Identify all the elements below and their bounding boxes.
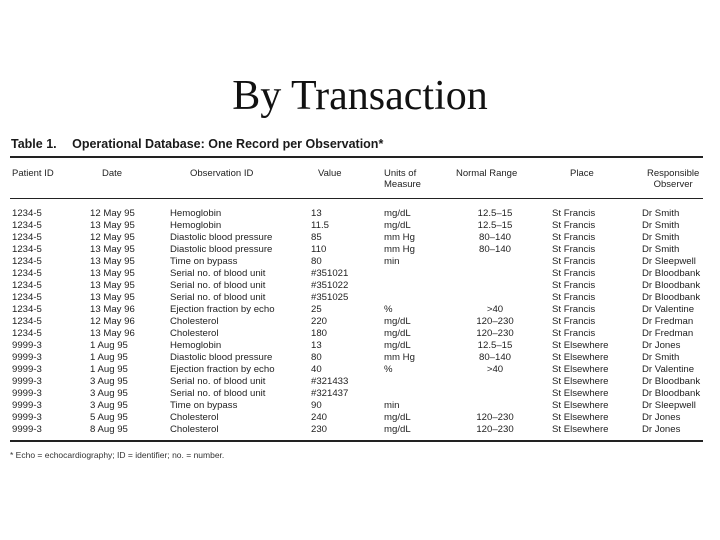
date-cell: 1 Aug 95 [90, 340, 128, 351]
table-footnote: * Echo = echocardiography; ID = identifier; no. = number. [10, 450, 225, 460]
patient-id-cell: 1234-5 [12, 208, 42, 219]
observation-id-cell: Diastolic blood pressure [170, 352, 273, 363]
slide-title: By Transaction [232, 73, 488, 119]
table-row [0, 364, 720, 376]
patient-id-cell: 9999-3 [12, 376, 42, 387]
units-cell: % [384, 304, 393, 315]
observation-id-cell: Cholesterol [170, 328, 219, 339]
header-normal-range: Normal Range [456, 168, 518, 179]
observation-id-cell: Serial no. of blood unit [170, 388, 266, 399]
observation-id-cell: Serial no. of blood unit [170, 268, 266, 279]
observation-id-cell: Time on bypass [170, 256, 238, 267]
responsible-observer-cell: Dr Bloodbank [642, 388, 701, 399]
date-cell: 13 May 96 [90, 328, 135, 339]
place-cell: St Francis [552, 220, 596, 231]
table-row [0, 244, 720, 256]
table-row [0, 424, 720, 436]
value-cell: 13 [311, 208, 322, 219]
date-cell: 12 May 95 [90, 232, 135, 243]
date-cell: 3 Aug 95 [90, 388, 128, 399]
patient-id-cell: 1234-5 [12, 280, 42, 291]
place-cell: St Francis [552, 268, 596, 279]
value-cell: #321437 [311, 388, 349, 399]
value-cell: 110 [311, 244, 327, 255]
patient-id-cell: 9999-3 [12, 412, 42, 423]
normal-range-cell: 80–140 [478, 244, 511, 255]
units-cell: mg/dL [384, 220, 411, 231]
table-bottom-rule [10, 440, 703, 442]
patient-id-cell: 1234-5 [12, 268, 42, 279]
header-units-line1: Units of [384, 168, 417, 179]
units-cell: mg/dL [384, 412, 411, 423]
header-value: Value [318, 168, 342, 179]
value-cell: 90 [311, 400, 322, 411]
patient-id-cell: 1234-5 [12, 244, 42, 255]
value-cell: #351021 [311, 268, 349, 279]
place-cell: St Francis [552, 328, 596, 339]
date-cell: 3 Aug 95 [90, 376, 128, 387]
observation-id-cell: Hemoglobin [170, 208, 222, 219]
table-row [0, 388, 720, 400]
units-cell: mm Hg [384, 352, 415, 363]
value-cell: 240 [311, 412, 328, 423]
responsible-observer-cell: Dr Jones [642, 340, 681, 351]
place-cell: St Elsewhere [552, 340, 609, 351]
responsible-observer-cell: Dr Fredman [642, 316, 694, 327]
table-row [0, 304, 720, 316]
value-cell: #351022 [311, 280, 349, 291]
date-cell: 13 May 96 [90, 304, 135, 315]
responsible-observer-cell: Dr Fredman [642, 328, 694, 339]
observation-id-cell: Hemoglobin [170, 220, 222, 231]
place-cell: St Francis [552, 244, 596, 255]
units-cell: % [384, 364, 393, 375]
place-cell: St Francis [552, 208, 596, 219]
date-cell: 1 Aug 95 [90, 364, 128, 375]
table-row [0, 328, 720, 340]
table-row [0, 316, 720, 328]
responsible-observer-cell: Dr Smith [642, 352, 680, 363]
table-row [0, 400, 720, 412]
place-cell: St Elsewhere [552, 412, 609, 423]
date-cell: 3 Aug 95 [90, 400, 128, 411]
header-place: Place [570, 168, 594, 179]
observation-id-cell: Serial no. of blood unit [170, 376, 266, 387]
units-cell: min [384, 256, 400, 267]
normal-range-cell: 120–230 [476, 316, 514, 327]
place-cell: St Francis [552, 316, 596, 327]
table-row [0, 220, 720, 232]
units-cell: mm Hg [384, 244, 415, 255]
patient-id-cell: 1234-5 [12, 292, 42, 303]
patient-id-cell: 9999-3 [12, 352, 42, 363]
table-row [0, 292, 720, 304]
value-cell: 230 [311, 424, 328, 435]
normal-range-cell: 80–140 [478, 232, 511, 243]
value-cell: #351025 [311, 292, 349, 303]
value-cell: 40 [311, 364, 322, 375]
table-row [0, 412, 720, 424]
responsible-observer-cell: Dr Bloodbank [642, 292, 701, 303]
patient-id-cell: 1234-5 [12, 304, 42, 315]
value-cell: 80 [311, 352, 322, 363]
table-row [0, 268, 720, 280]
date-cell: 12 May 95 [90, 208, 135, 219]
responsible-observer-cell: Dr Valentine [642, 304, 695, 315]
normal-range-cell: >40 [486, 304, 504, 315]
date-cell: 13 May 95 [90, 280, 135, 291]
normal-range-cell: 12.5–15 [477, 208, 513, 219]
value-cell: 25 [311, 304, 322, 315]
observation-id-cell: Serial no. of blood unit [170, 280, 266, 291]
observation-id-cell: Cholesterol [170, 424, 219, 435]
patient-id-cell: 9999-3 [12, 424, 42, 435]
table-row [0, 376, 720, 388]
patient-id-cell: 9999-3 [12, 388, 42, 399]
table-row [0, 232, 720, 244]
header-responsible-line1: Responsible [647, 168, 700, 179]
responsible-observer-cell: Dr Jones [642, 424, 681, 435]
place-cell: St Francis [552, 280, 596, 291]
units-cell: min [384, 400, 400, 411]
place-cell: St Francis [552, 304, 596, 315]
place-cell: St Elsewhere [552, 400, 609, 411]
units-cell: mg/dL [384, 208, 411, 219]
patient-id-cell: 9999-3 [12, 400, 42, 411]
observation-id-cell: Diastolic blood pressure [170, 232, 273, 243]
header-date: Date [102, 168, 123, 179]
responsible-observer-cell: Dr Smith [642, 244, 680, 255]
observation-id-cell: Hemoglobin [170, 340, 222, 351]
place-cell: St Francis [552, 292, 596, 303]
header-responsible [647, 168, 699, 190]
table-row [0, 256, 720, 268]
table-row [0, 280, 720, 292]
value-cell: #321433 [311, 376, 349, 387]
table-row [0, 340, 720, 352]
normal-range-cell: 12.5–15 [477, 340, 513, 351]
responsible-observer-cell: Dr Bloodbank [642, 268, 701, 279]
value-cell: 11.5 [311, 220, 329, 231]
patient-id-cell: 1234-5 [12, 328, 42, 339]
value-cell: 220 [311, 316, 328, 327]
header-responsible-line2: Observer [653, 179, 693, 190]
responsible-observer-cell: Dr Smith [642, 220, 680, 231]
units-cell: mg/dL [384, 316, 411, 327]
date-cell: 13 May 95 [90, 220, 135, 231]
date-cell: 5 Aug 95 [90, 412, 128, 423]
header-patient-id: Patient ID [12, 168, 54, 179]
normal-range-cell: 120–230 [476, 424, 514, 435]
normal-range-cell: 120–230 [476, 328, 514, 339]
place-cell: St Elsewhere [552, 364, 609, 375]
observation-id-cell: Time on bypass [170, 400, 238, 411]
place-cell: St Francis [552, 232, 596, 243]
date-cell: 13 May 95 [90, 256, 135, 267]
patient-id-cell: 1234-5 [12, 220, 42, 231]
table-row [0, 208, 720, 220]
value-cell: 85 [311, 232, 322, 243]
observation-id-cell: Ejection fraction by echo [170, 364, 275, 375]
responsible-observer-cell: Dr Bloodbank [642, 376, 701, 387]
patient-id-cell: 1234-5 [12, 256, 42, 267]
place-cell: St Elsewhere [552, 376, 609, 387]
normal-range-cell: 120–230 [476, 412, 514, 423]
patient-id-cell: 1234-5 [12, 232, 42, 243]
date-cell: 13 May 95 [90, 292, 135, 303]
normal-range-cell: 80–140 [478, 352, 511, 363]
responsible-observer-cell: Dr Jones [642, 412, 681, 423]
patient-id-cell: 9999-3 [12, 340, 42, 351]
table-caption-text: Operational Database: One Record per Observation* [72, 137, 384, 151]
header-units-line2: Measure [384, 179, 421, 190]
table-caption [11, 137, 383, 151]
value-cell: 80 [311, 256, 322, 267]
observation-id-cell: Cholesterol [170, 316, 219, 327]
place-cell: St Elsewhere [552, 352, 609, 363]
units-cell: mg/dL [384, 340, 411, 351]
table-header-rule [10, 198, 703, 199]
date-cell: 12 May 96 [90, 316, 135, 327]
observation-id-cell: Serial no. of blood unit [170, 292, 266, 303]
value-cell: 180 [311, 328, 328, 339]
units-cell: mg/dL [384, 328, 411, 339]
units-cell: mg/dL [384, 424, 411, 435]
place-cell: St Francis [552, 256, 596, 267]
observation-id-cell: Diastolic blood pressure [170, 244, 273, 255]
place-cell: St Elsewhere [552, 388, 609, 399]
responsible-observer-cell: Dr Valentine [642, 364, 695, 375]
table-number: Table 1. [11, 137, 57, 151]
date-cell: 13 May 95 [90, 244, 135, 255]
units-cell: mm Hg [384, 232, 415, 243]
place-cell: St Elsewhere [552, 424, 609, 435]
observation-id-cell: Cholesterol [170, 412, 219, 423]
date-cell: 8 Aug 95 [90, 424, 128, 435]
date-cell: 1 Aug 95 [90, 352, 128, 363]
observation-id-cell: Ejection fraction by echo [170, 304, 275, 315]
table-row [0, 352, 720, 364]
responsible-observer-cell: Dr Smith [642, 208, 680, 219]
responsible-observer-cell: Dr Sleepwell [642, 256, 696, 267]
responsible-observer-cell: Dr Bloodbank [642, 280, 701, 291]
value-cell: 13 [311, 340, 322, 351]
responsible-observer-cell: Dr Smith [642, 232, 680, 243]
header-units [384, 168, 421, 190]
normal-range-cell: 12.5–15 [477, 220, 513, 231]
patient-id-cell: 1234-5 [12, 316, 42, 327]
patient-id-cell: 9999-3 [12, 364, 42, 375]
header-observation-id: Observation ID [190, 168, 254, 179]
date-cell: 13 May 95 [90, 268, 135, 279]
normal-range-cell: >40 [486, 364, 504, 375]
responsible-observer-cell: Dr Sleepwell [642, 400, 696, 411]
table-top-rule [10, 156, 703, 158]
